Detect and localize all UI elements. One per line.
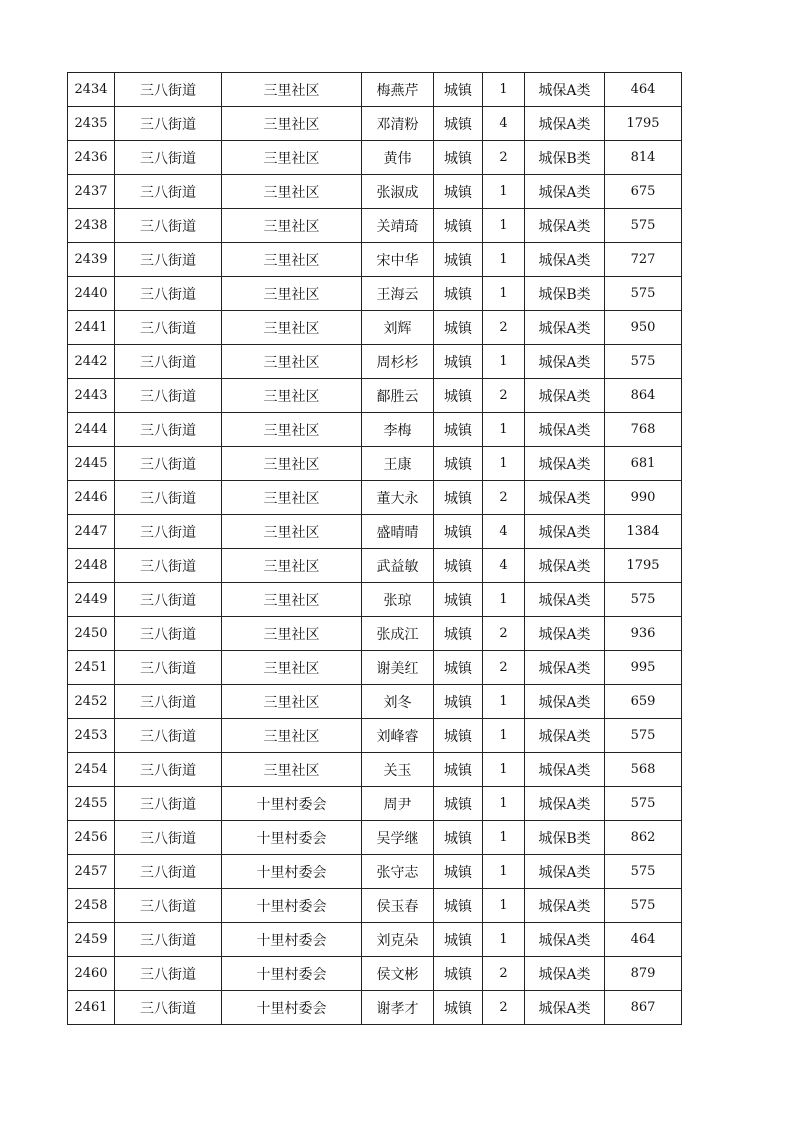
table-row — [68, 447, 682, 481]
community-cell: 三里社区 — [222, 345, 362, 379]
amount-cell: 995 — [605, 651, 682, 685]
community-cell: 三里社区 — [222, 719, 362, 753]
insurance-type-cell: 城保A类 — [525, 923, 605, 957]
street-cell: 三八街道 — [115, 413, 222, 447]
area-type-cell: 城镇 — [434, 753, 483, 787]
serial-no-cell: 2451 — [68, 651, 115, 685]
name-cell: 张成江 — [362, 617, 434, 651]
area-type-cell: 城镇 — [434, 141, 483, 175]
area-type-cell: 城镇 — [434, 243, 483, 277]
street-cell: 三八街道 — [115, 583, 222, 617]
name-cell: 梅燕芹 — [362, 73, 434, 107]
community-cell: 三里社区 — [222, 753, 362, 787]
serial-no-cell: 2453 — [68, 719, 115, 753]
household-size-cell: 2 — [483, 311, 525, 345]
amount-cell: 814 — [605, 141, 682, 175]
street-cell: 三八街道 — [115, 277, 222, 311]
name-cell: 黄伟 — [362, 141, 434, 175]
area-type-cell: 城镇 — [434, 923, 483, 957]
table-row — [68, 345, 682, 379]
serial-no-cell: 2435 — [68, 107, 115, 141]
table-row — [68, 719, 682, 753]
street-cell: 三八街道 — [115, 345, 222, 379]
community-cell: 三里社区 — [222, 413, 362, 447]
community-cell: 三里社区 — [222, 515, 362, 549]
name-cell: 盛晴晴 — [362, 515, 434, 549]
name-cell: 武益敏 — [362, 549, 434, 583]
amount-cell: 659 — [605, 685, 682, 719]
community-cell: 十里村委会 — [222, 787, 362, 821]
insurance-type-cell: 城保A类 — [525, 481, 605, 515]
name-cell: 刘辉 — [362, 311, 434, 345]
records-table-body — [68, 73, 682, 1025]
table-row — [68, 889, 682, 923]
household-size-cell: 1 — [483, 277, 525, 311]
table-row — [68, 481, 682, 515]
serial-no-cell: 2434 — [68, 73, 115, 107]
name-cell: 张守志 — [362, 855, 434, 889]
table-row — [68, 991, 682, 1025]
table-row — [68, 311, 682, 345]
serial-no-cell: 2460 — [68, 957, 115, 991]
serial-no-cell: 2442 — [68, 345, 115, 379]
serial-no-cell: 2448 — [68, 549, 115, 583]
area-type-cell: 城镇 — [434, 821, 483, 855]
household-size-cell: 1 — [483, 753, 525, 787]
household-size-cell: 2 — [483, 957, 525, 991]
amount-cell: 575 — [605, 583, 682, 617]
amount-cell: 768 — [605, 413, 682, 447]
street-cell: 三八街道 — [115, 787, 222, 821]
area-type-cell: 城镇 — [434, 549, 483, 583]
area-type-cell: 城镇 — [434, 277, 483, 311]
street-cell: 三八街道 — [115, 515, 222, 549]
table-row — [68, 821, 682, 855]
serial-no-cell: 2450 — [68, 617, 115, 651]
table-row — [68, 651, 682, 685]
street-cell: 三八街道 — [115, 719, 222, 753]
community-cell: 三里社区 — [222, 685, 362, 719]
insurance-type-cell: 城保A类 — [525, 311, 605, 345]
amount-cell: 862 — [605, 821, 682, 855]
street-cell: 三八街道 — [115, 991, 222, 1025]
name-cell: 王康 — [362, 447, 434, 481]
name-cell: 李梅 — [362, 413, 434, 447]
name-cell: 侯玉春 — [362, 889, 434, 923]
community-cell: 三里社区 — [222, 209, 362, 243]
area-type-cell: 城镇 — [434, 413, 483, 447]
street-cell: 三八街道 — [115, 889, 222, 923]
serial-no-cell: 2446 — [68, 481, 115, 515]
household-size-cell: 2 — [483, 991, 525, 1025]
serial-no-cell: 2455 — [68, 787, 115, 821]
insurance-type-cell: 城保A类 — [525, 243, 605, 277]
area-type-cell: 城镇 — [434, 617, 483, 651]
amount-cell: 681 — [605, 447, 682, 481]
amount-cell: 950 — [605, 311, 682, 345]
area-type-cell: 城镇 — [434, 719, 483, 753]
serial-no-cell: 2449 — [68, 583, 115, 617]
community-cell: 三里社区 — [222, 549, 362, 583]
community-cell: 三里社区 — [222, 379, 362, 413]
name-cell: 张琼 — [362, 583, 434, 617]
household-size-cell: 2 — [483, 617, 525, 651]
household-size-cell: 4 — [483, 107, 525, 141]
household-size-cell: 2 — [483, 481, 525, 515]
name-cell: 周杉杉 — [362, 345, 434, 379]
street-cell: 三八街道 — [115, 549, 222, 583]
serial-no-cell: 2445 — [68, 447, 115, 481]
community-cell: 三里社区 — [222, 141, 362, 175]
insurance-type-cell: 城保B类 — [525, 141, 605, 175]
area-type-cell: 城镇 — [434, 447, 483, 481]
community-cell: 三里社区 — [222, 73, 362, 107]
serial-no-cell: 2443 — [68, 379, 115, 413]
insurance-type-cell: 城保A类 — [525, 73, 605, 107]
area-type-cell: 城镇 — [434, 889, 483, 923]
insurance-type-cell: 城保A类 — [525, 855, 605, 889]
area-type-cell: 城镇 — [434, 515, 483, 549]
street-cell: 三八街道 — [115, 821, 222, 855]
amount-cell: 575 — [605, 277, 682, 311]
table-row — [68, 685, 682, 719]
serial-no-cell: 2461 — [68, 991, 115, 1025]
insurance-type-cell: 城保B类 — [525, 277, 605, 311]
insurance-type-cell: 城保A类 — [525, 617, 605, 651]
area-type-cell: 城镇 — [434, 107, 483, 141]
amount-cell: 464 — [605, 73, 682, 107]
household-size-cell: 1 — [483, 821, 525, 855]
amount-cell: 464 — [605, 923, 682, 957]
amount-cell: 575 — [605, 209, 682, 243]
insurance-type-cell: 城保A类 — [525, 447, 605, 481]
name-cell: 董大永 — [362, 481, 434, 515]
household-size-cell: 1 — [483, 583, 525, 617]
serial-no-cell: 2441 — [68, 311, 115, 345]
area-type-cell: 城镇 — [434, 787, 483, 821]
table-row — [68, 277, 682, 311]
community-cell: 十里村委会 — [222, 889, 362, 923]
community-cell: 三里社区 — [222, 447, 362, 481]
household-size-cell: 1 — [483, 787, 525, 821]
table-row — [68, 243, 682, 277]
insurance-type-cell: 城保A类 — [525, 413, 605, 447]
insurance-type-cell: 城保A类 — [525, 719, 605, 753]
amount-cell: 575 — [605, 719, 682, 753]
table-row — [68, 957, 682, 991]
household-size-cell: 1 — [483, 413, 525, 447]
table-row — [68, 107, 682, 141]
amount-cell: 727 — [605, 243, 682, 277]
name-cell: 侯文彬 — [362, 957, 434, 991]
community-cell: 三里社区 — [222, 481, 362, 515]
street-cell: 三八街道 — [115, 685, 222, 719]
community-cell: 三里社区 — [222, 311, 362, 345]
table-row — [68, 141, 682, 175]
table-row — [68, 73, 682, 107]
name-cell: 王海云 — [362, 277, 434, 311]
name-cell: 周尹 — [362, 787, 434, 821]
table-row — [68, 923, 682, 957]
household-size-cell: 1 — [483, 719, 525, 753]
insurance-type-cell: 城保A类 — [525, 209, 605, 243]
area-type-cell: 城镇 — [434, 481, 483, 515]
community-cell: 三里社区 — [222, 277, 362, 311]
serial-no-cell: 2454 — [68, 753, 115, 787]
street-cell: 三八街道 — [115, 379, 222, 413]
name-cell: 刘冬 — [362, 685, 434, 719]
area-type-cell: 城镇 — [434, 957, 483, 991]
street-cell: 三八街道 — [115, 175, 222, 209]
community-cell: 十里村委会 — [222, 821, 362, 855]
amount-cell: 936 — [605, 617, 682, 651]
serial-no-cell: 2439 — [68, 243, 115, 277]
table-row — [68, 549, 682, 583]
street-cell: 三八街道 — [115, 923, 222, 957]
area-type-cell: 城镇 — [434, 651, 483, 685]
street-cell: 三八街道 — [115, 481, 222, 515]
area-type-cell: 城镇 — [434, 345, 483, 379]
insurance-type-cell: 城保A类 — [525, 583, 605, 617]
serial-no-cell: 2436 — [68, 141, 115, 175]
table-row — [68, 209, 682, 243]
amount-cell: 867 — [605, 991, 682, 1025]
street-cell: 三八街道 — [115, 855, 222, 889]
area-type-cell: 城镇 — [434, 379, 483, 413]
insurance-type-cell: 城保A类 — [525, 787, 605, 821]
street-cell: 三八街道 — [115, 617, 222, 651]
table-row — [68, 583, 682, 617]
serial-no-cell: 2444 — [68, 413, 115, 447]
area-type-cell: 城镇 — [434, 175, 483, 209]
serial-no-cell: 2452 — [68, 685, 115, 719]
amount-cell: 575 — [605, 855, 682, 889]
insurance-type-cell: 城保B类 — [525, 821, 605, 855]
amount-cell: 990 — [605, 481, 682, 515]
area-type-cell: 城镇 — [434, 311, 483, 345]
name-cell: 刘峰睿 — [362, 719, 434, 753]
name-cell: 谢孝才 — [362, 991, 434, 1025]
amount-cell: 1384 — [605, 515, 682, 549]
insurance-type-cell: 城保A类 — [525, 957, 605, 991]
area-type-cell: 城镇 — [434, 209, 483, 243]
amount-cell: 864 — [605, 379, 682, 413]
amount-cell: 575 — [605, 889, 682, 923]
insurance-type-cell: 城保A类 — [525, 889, 605, 923]
household-size-cell: 1 — [483, 73, 525, 107]
table-row — [68, 787, 682, 821]
community-cell: 十里村委会 — [222, 923, 362, 957]
name-cell: 关玉 — [362, 753, 434, 787]
serial-no-cell: 2438 — [68, 209, 115, 243]
household-size-cell: 4 — [483, 515, 525, 549]
street-cell: 三八街道 — [115, 651, 222, 685]
community-cell: 三里社区 — [222, 617, 362, 651]
household-size-cell: 1 — [483, 209, 525, 243]
name-cell: 谢美红 — [362, 651, 434, 685]
name-cell: 吴学继 — [362, 821, 434, 855]
serial-no-cell: 2457 — [68, 855, 115, 889]
insurance-type-cell: 城保A类 — [525, 991, 605, 1025]
table-row — [68, 515, 682, 549]
name-cell: 宋中华 — [362, 243, 434, 277]
amount-cell: 575 — [605, 787, 682, 821]
community-cell: 十里村委会 — [222, 855, 362, 889]
street-cell: 三八街道 — [115, 141, 222, 175]
name-cell: 关靖琦 — [362, 209, 434, 243]
community-cell: 三里社区 — [222, 583, 362, 617]
insurance-type-cell: 城保A类 — [525, 753, 605, 787]
area-type-cell: 城镇 — [434, 991, 483, 1025]
household-size-cell: 2 — [483, 141, 525, 175]
household-size-cell: 2 — [483, 379, 525, 413]
community-cell: 三里社区 — [222, 107, 362, 141]
serial-no-cell: 2459 — [68, 923, 115, 957]
name-cell: 刘克朵 — [362, 923, 434, 957]
area-type-cell: 城镇 — [434, 855, 483, 889]
street-cell: 三八街道 — [115, 73, 222, 107]
community-cell: 三里社区 — [222, 243, 362, 277]
household-size-cell: 1 — [483, 685, 525, 719]
name-cell: 张淑成 — [362, 175, 434, 209]
area-type-cell: 城镇 — [434, 583, 483, 617]
table-row — [68, 379, 682, 413]
table-row — [68, 617, 682, 651]
serial-no-cell: 2437 — [68, 175, 115, 209]
household-size-cell: 1 — [483, 175, 525, 209]
amount-cell: 1795 — [605, 107, 682, 141]
street-cell: 三八街道 — [115, 753, 222, 787]
insurance-type-cell: 城保A类 — [525, 175, 605, 209]
street-cell: 三八街道 — [115, 209, 222, 243]
name-cell: 鄐胜云 — [362, 379, 434, 413]
insurance-type-cell: 城保A类 — [525, 651, 605, 685]
street-cell: 三八街道 — [115, 107, 222, 141]
amount-cell: 675 — [605, 175, 682, 209]
amount-cell: 568 — [605, 753, 682, 787]
amount-cell: 575 — [605, 345, 682, 379]
community-cell: 十里村委会 — [222, 957, 362, 991]
serial-no-cell: 2456 — [68, 821, 115, 855]
area-type-cell: 城镇 — [434, 73, 483, 107]
community-cell: 三里社区 — [222, 175, 362, 209]
insurance-type-cell: 城保A类 — [525, 107, 605, 141]
name-cell: 邓清粉 — [362, 107, 434, 141]
area-type-cell: 城镇 — [434, 685, 483, 719]
amount-cell: 879 — [605, 957, 682, 991]
street-cell: 三八街道 — [115, 243, 222, 277]
street-cell: 三八街道 — [115, 957, 222, 991]
serial-no-cell: 2447 — [68, 515, 115, 549]
household-size-cell: 1 — [483, 345, 525, 379]
serial-no-cell: 2440 — [68, 277, 115, 311]
household-size-cell: 1 — [483, 855, 525, 889]
household-size-cell: 2 — [483, 651, 525, 685]
household-size-cell: 1 — [483, 243, 525, 277]
household-size-cell: 4 — [483, 549, 525, 583]
amount-cell: 1795 — [605, 549, 682, 583]
serial-no-cell: 2458 — [68, 889, 115, 923]
table-row — [68, 855, 682, 889]
insurance-type-cell: 城保A类 — [525, 549, 605, 583]
insurance-type-cell: 城保A类 — [525, 685, 605, 719]
table-row — [68, 175, 682, 209]
table-row — [68, 753, 682, 787]
street-cell: 三八街道 — [115, 447, 222, 481]
table-row — [68, 413, 682, 447]
insurance-type-cell: 城保A类 — [525, 515, 605, 549]
household-size-cell: 1 — [483, 889, 525, 923]
records-table — [67, 72, 682, 1025]
insurance-type-cell: 城保A类 — [525, 345, 605, 379]
household-size-cell: 1 — [483, 923, 525, 957]
street-cell: 三八街道 — [115, 311, 222, 345]
household-size-cell: 1 — [483, 447, 525, 481]
community-cell: 三里社区 — [222, 651, 362, 685]
insurance-type-cell: 城保A类 — [525, 379, 605, 413]
community-cell: 十里村委会 — [222, 991, 362, 1025]
